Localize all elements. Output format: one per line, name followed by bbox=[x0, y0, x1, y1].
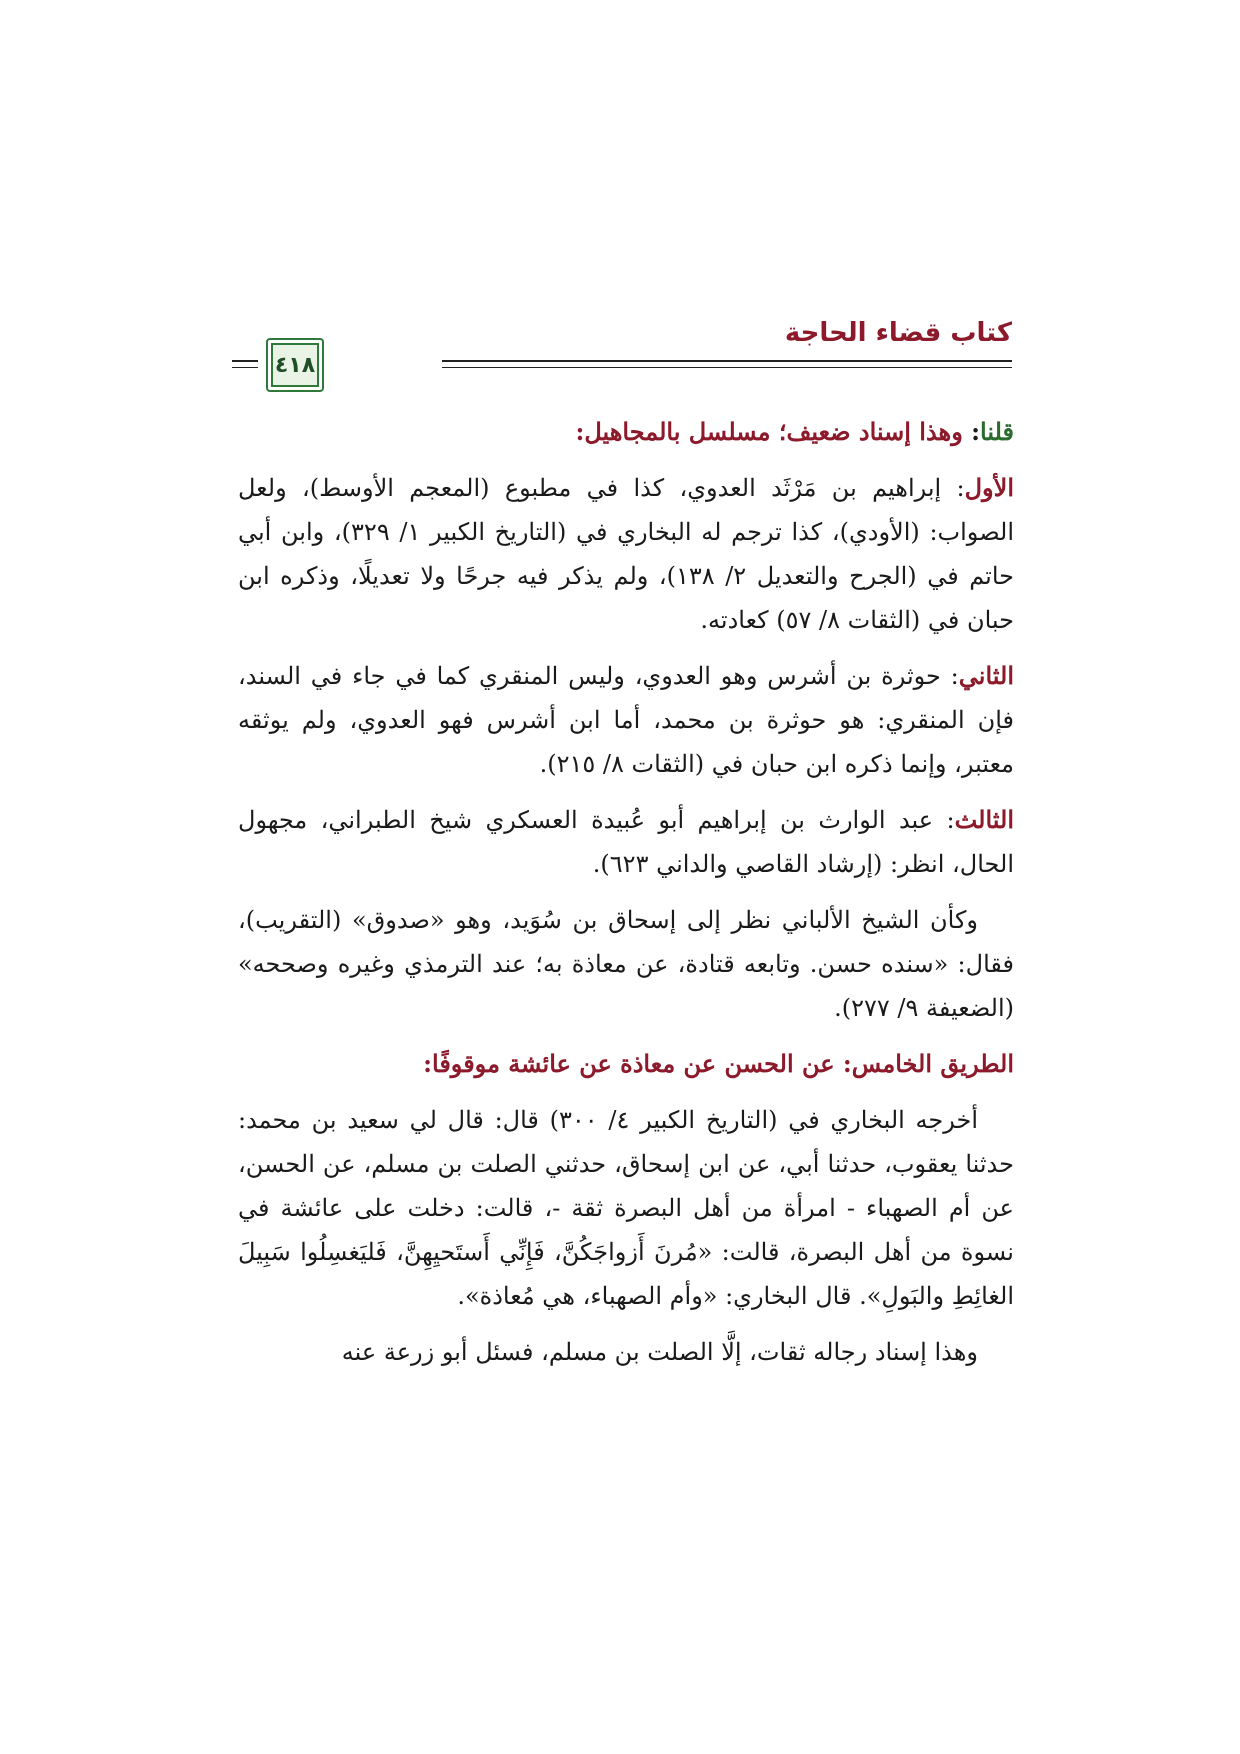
paragraph-bukhari: أخرجه البخاري في (التاريخ الكبير ٤/ ٣٠٠) قال: قال لي سعيد بن محمد: حدثنا يعقوب، حدثنا أبي، عن ابن إسحاق، حدثني الصلت بن مسلم، عن الحسن، عن أم الصهباء - امرأة من أهل البصرة ثقة -، قالت: دخلت على عائشة في نسوة من أهل البصرة، قالت: «مُرنَ أَزواجَكُنَّ، فَإِنِّي أَستَحيِهِنَّ، فَليَغسِلُوا سَبِيلَ الغائِطِ والبَولِ». قال البخاري: «وأم الصهباء، هي مُعاذة». bbox=[238, 1106, 1014, 1310]
paragraph-second bbox=[238, 654, 1014, 786]
page-header bbox=[232, 318, 1012, 388]
paragraph-first bbox=[238, 466, 1014, 642]
label-second: الثاني bbox=[958, 661, 1014, 690]
paragraph-albani: وكأن الشيخ الألباني نظر إلى إسحاق بن سُوَيد، وهو «صدوق» (التقريب)، فقال: «سنده حسن. وتابعه قتادة، عن معاذة به؛ عند الترمذي وغيره وصححه» (الضعيفة ٩/ ٢٧٧). bbox=[238, 906, 1014, 1022]
book-title: كتاب قضاء الحاجة bbox=[784, 318, 1012, 348]
label-first: الأول bbox=[964, 473, 1014, 502]
text-third: : عبد الوارث بن إبراهيم أبو عُبيدة العسكري شيخ الطبراني، مجهول الحال، انظر: (إرشاد القاصي والداني ٦٢٣). bbox=[238, 806, 1014, 878]
text-second: : حوثرة بن أشرس وهو العدوي، وليس المنقري كما في جاء في السند، فإن المنقري: هو حوثرة بن محمد، أما ابن أشرس فهو العدوي، ولم يوثقه معتبر، وإنما ذكره ابن حبان في (الثقات ٨/ ٢١٥). bbox=[238, 662, 1014, 778]
text-first: : إبراهيم بن مَرْثَد العدوي، كذا في مطبوع (المعجم الأوسط)، ولعل الصواب: (الأودي)، كذا ترجم له البخاري في (التاريخ الكبير ١/ ٣٢٩)، وابن أبي حاتم في (الجرح والتعديل ٢/ ١٣٨)، ولم يذكر فيه جرحًا ولا تعديلًا، وذكره ابن حبان في (الثقات ٨/ ٥٧) كعادته. bbox=[238, 474, 1014, 634]
paragraph-third bbox=[238, 798, 1014, 886]
label-third: الثالث bbox=[954, 805, 1014, 834]
intro-lead: قلنا bbox=[980, 417, 1014, 446]
header-rule-thick bbox=[442, 360, 1012, 362]
page-number: ٤١٨ bbox=[274, 352, 316, 378]
paragraph-last: وهذا إسناد رجاله ثقات، إلَّا الصلت بن مسلم، فسئل أبو زرعة عنه bbox=[341, 1338, 978, 1366]
page-body bbox=[238, 410, 1014, 1386]
intro-line bbox=[238, 410, 1014, 454]
fifth-route-title: الطريق الخامس: عن الحسن عن معاذة عن عائشة موقوفًا: bbox=[423, 1049, 1014, 1078]
intro-text: وهذا إسناد ضعيف؛ مسلسل بالمجاهيل: bbox=[575, 417, 963, 446]
page-number-badge bbox=[266, 338, 324, 392]
intro-colon: : bbox=[962, 417, 981, 446]
header-rule-thin bbox=[442, 367, 1012, 368]
header-rule-left-thin bbox=[232, 367, 258, 368]
header-rule-left-thick bbox=[232, 360, 258, 362]
